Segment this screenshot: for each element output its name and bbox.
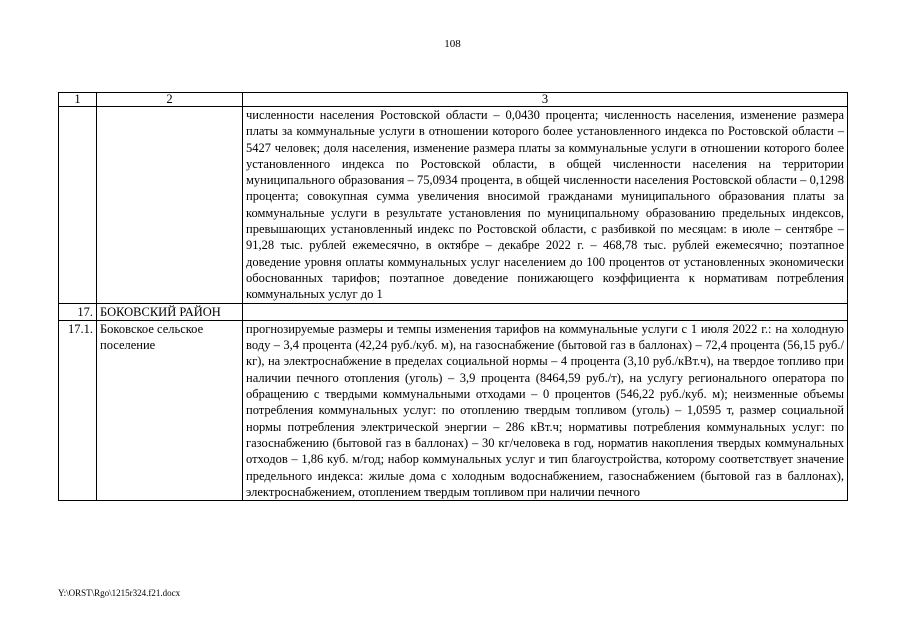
- column-header-3: 3: [243, 93, 848, 107]
- district-name: БОКОВСКИЙ РАЙОН: [97, 303, 243, 320]
- column-header-1: 1: [59, 93, 97, 107]
- table-row: [59, 320, 848, 500]
- row-number: 17.1.: [59, 320, 97, 500]
- table-row-district: [59, 303, 848, 320]
- table-row: [59, 107, 848, 304]
- document-path-footer: Y:\ORST\Rgo\1215r324.f21.docx: [58, 588, 181, 598]
- row-text: [243, 303, 848, 320]
- document-table: [58, 92, 848, 501]
- row-number: [59, 107, 97, 304]
- settlement-name: Боковское сельское поселение: [97, 320, 243, 500]
- table-header-row: [59, 93, 848, 107]
- row-text: численности населения Ростовской области – 0,0430 процента; численность населения, изменение размера платы за коммунальные услуги в отношении которого более установленного индекса по Ростовской области – 5427 человек; доля населения, изменение размера платы за коммунальные услуги в отношении которого более установленного индекса по Ростовской области, в общей численности населения на территории муниципального образования – 75,0934 процента, в общей численности населения Ростовской области – 0,1298 процента; совокупная сумма увеличения вносимой гражданами муниципального образования платы за коммунальные услуги в результате установления по муниципальному образованию предельных индексов, превышающих установленный индекс по Ростовской области, с разбивкой по месяцам: в июле – сентябре – 91,28 тыс. рублей ежемесячно, в октябре – декабре 2022 г. – 468,78 тыс. рублей ежемесячно; поэтапное доведение уровня оплаты коммунальных услуг населением до 100 процентов от установленных экономически обоснованных тарифов; поэтапное доведение понижающего коэффициента к нормативам потребления коммунальных услуг до 1: [243, 107, 848, 304]
- column-header-2: 2: [97, 93, 243, 107]
- row-name: [97, 107, 243, 304]
- row-text: прогнозируемые размеры и темпы изменения тарифов на коммунальные услуги с 1 июля 2022 г.: на холодную воду – 3,4 процента (42,24 руб./куб. м), на газоснабжение (бытовой газ в баллонах) – 72,4 процента (56,15 руб./кг), на электроснабжение в пределах социальной нормы – 4 процента (3,10 руб./кВт.ч), на твердое топливо при наличии печного отопления (уголь) – 3,9 процента (8464,59 руб./т), на услугу регионального оператора по обращению с твердыми коммунальными отходами – 0 процентов (546,22 руб./куб. м); неизменные объемы потребления коммунальных услуг: по отоплению твердым топливом (уголь) – 1,0595 т, размер социальной нормы потребления электрической энергии – 286 кВт.ч; нормативы потребления коммунальных услуг: по газоснабжению (бытовой газ в баллонах) – 30 кг/человека в год, норматив накопления твердых коммунальных отходов – 1,86 куб. м/год; набор коммунальных услуг и тип благоустройства, которому соответствует значение предельного индекса: жилые дома с холодным водоснабжением, газоснабжением (бытовой газ в баллонах), электроснабжением, отоплением твердым топливом при наличии печного: [243, 320, 848, 500]
- page-number: 108: [444, 38, 461, 50]
- row-number: 17.: [59, 303, 97, 320]
